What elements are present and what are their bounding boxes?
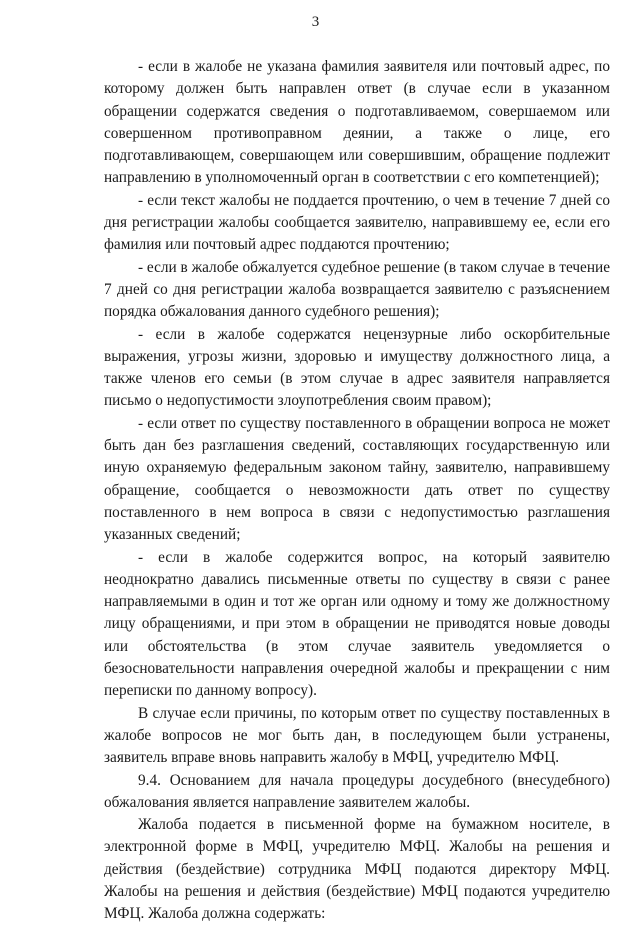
paragraph-repeated-question: - если в жалобе содержится вопрос, на который заявителю неоднократно давались письменные ответы по существу в связи с ранее направляемыми в один и тот же орган или одному и тому же должностному лицу обращениями, и при этом в обращении не приводятся новые доводы или обстоятельства (в этом случае заявитель уведомляется о безосновательности направления очередной жалобы и прекращении с ним переписки по данному вопросу). [104, 548, 610, 700]
paragraph-section-9-4: 9.4. Основанием для начала процедуры досудебного (внесудебного) обжалования является направление заявителем жалобы. [104, 771, 610, 811]
paragraph-unreadable-text: - если текст жалобы не поддается прочтению, о чем в течение 7 дней со дня регистрации жалобы сообщается заявителю, направившему ее, если его фамилия или почтовый адрес поддаются прочтению; [104, 191, 610, 254]
page-number: 3 [311, 14, 320, 30]
document-body [104, 56, 610, 926]
paragraph-complaint-form: Жалоба подается в письменной форме на бумажном носителе, в электронной форме в МФЦ, учредителю МФЦ. Жалобы на решения и действия (бездействие) сотрудника МФЦ подаются директору МФЦ. Жалобы на решения и действия (бездействие) МФЦ подаются учредителю МФЦ. Жалоба должна содержать: [104, 816, 610, 923]
paragraph-court-decision: - если в жалобе обжалуется судебное решение (в таком случае в течение 7 дней со дня регистрации жалоба возвращается заявителю с разъяснением порядка обжалования данного судебного решения); [104, 258, 610, 321]
paragraph-reasons-eliminated: В случае если причины, по которым ответ по существу поставленных в жалобе вопросов не мог быть дан, в последующем были устранены, заявитель вправе вновь направить жалобу в МФЦ, учредителю МФЦ. [104, 704, 610, 767]
paragraph-offensive-language: - если в жалобе содержатся нецензурные либо оскорбительные выражения, угрозы жизни, здоровью и имуществу должностного лица, а также членов его семьи (в этом случае в адрес заявителя направляется письмо о недопустимости злоупотребления своим правом); [104, 325, 610, 410]
paragraph-protected-secret: - если ответ по существу поставленного в обращении вопроса не может быть дан без разглашения сведений, составляющих государственную или иную охраняемую федеральным законом тайну, заявителю, направившему обращение, сообщается о невозможности дать ответ по существу поставленного в нем вопроса в связи с недопустимостью разглашения указанных сведений; [104, 414, 610, 544]
paragraph-no-surname-or-address: - если в жалобе не указана фамилия заявителя или почтовый адрес, по которому должен быть направлен ответ (в случае если в указанном обращении содержатся сведения о подготавливаемом, совершаемом или совершенном противоправном деянии, а также о лице, его подготавливающем, совершающем или совершившим, обращение подлежит направлению в уполномоченный орган в соответствии с его компетенцией); [104, 58, 610, 187]
